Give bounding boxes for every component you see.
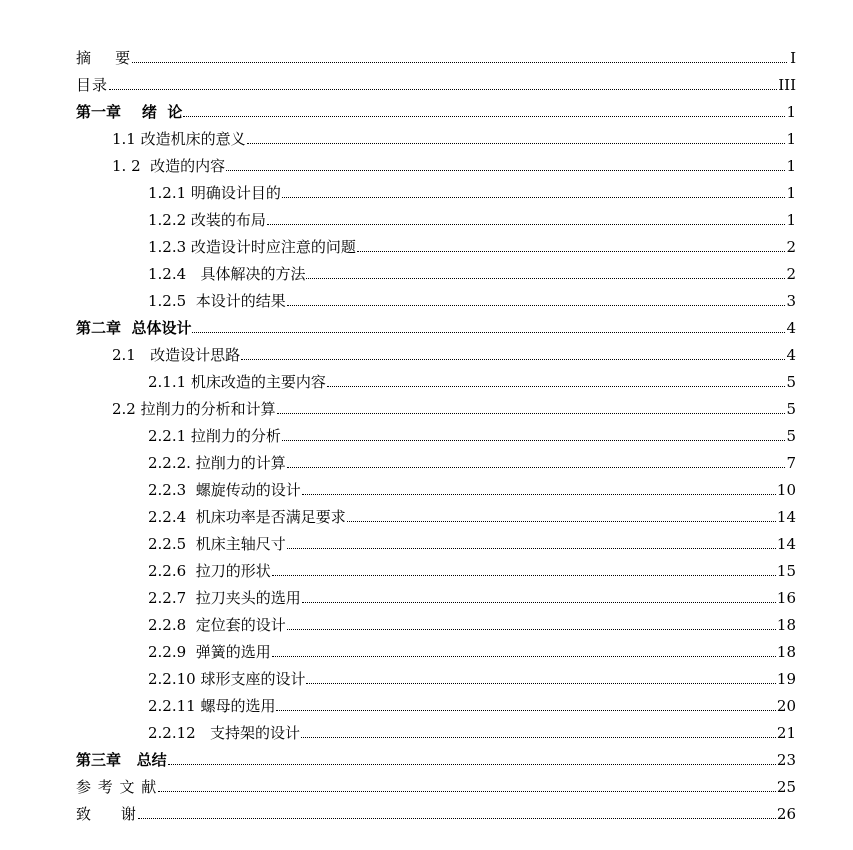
toc-entry-page: 10 — [776, 481, 796, 499]
toc-entry-page: 5 — [786, 373, 796, 391]
toc-entry-page: 1 — [786, 184, 796, 202]
dot-leader — [287, 629, 776, 630]
dot-leader — [272, 575, 776, 576]
toc-entry-page: 2 — [786, 265, 796, 283]
toc-entry[interactable] — [0, 287, 796, 314]
toc-entry-title: 2.2.5 机床主轴尺寸 — [148, 535, 286, 553]
dot-leader — [132, 62, 787, 63]
toc-entry-page: 20 — [776, 697, 796, 715]
dot-leader — [306, 278, 785, 279]
toc-entry[interactable] — [0, 44, 796, 71]
dot-leader — [267, 224, 786, 225]
dot-leader — [302, 494, 776, 495]
toc-entry-title: 2.2.11 螺母的选用 — [148, 697, 276, 715]
dot-leader — [158, 791, 776, 792]
toc-entry-title: 1.2.3 改造设计时应注意的问题 — [148, 238, 356, 256]
toc-entry[interactable] — [0, 260, 796, 287]
toc-entry-page: 14 — [776, 508, 796, 526]
toc-entry-page: III — [778, 76, 796, 94]
toc-entry[interactable] — [0, 773, 796, 800]
toc-entry-title: 2.2.4 机床功率是否满足要求 — [148, 508, 346, 526]
dot-leader — [287, 548, 776, 549]
toc-entry-page: I — [790, 49, 796, 67]
dot-leader — [241, 359, 785, 360]
toc-entry-title: 2.2.12 支持架的设计 — [148, 724, 301, 742]
toc-entry-page: 23 — [776, 751, 796, 769]
toc-entry-title: 1.1 改造机床的意义 — [112, 130, 246, 148]
toc-entry-page: 3 — [786, 292, 796, 310]
toc-entry[interactable] — [0, 476, 796, 503]
toc-entry[interactable] — [0, 800, 796, 827]
dot-leader — [192, 332, 785, 333]
toc-entry-title: 第二章 总体设计 — [76, 319, 192, 337]
toc-entry[interactable] — [0, 71, 796, 98]
dot-leader — [272, 656, 776, 657]
toc-entry[interactable] — [0, 665, 796, 692]
toc-entry-title: 2.2.8 定位套的设计 — [148, 616, 286, 634]
toc-entry-page: 1 — [786, 157, 796, 175]
table-of-contents — [0, 44, 853, 827]
toc-entry[interactable] — [0, 314, 796, 341]
toc-entry[interactable] — [0, 152, 796, 179]
toc-entry[interactable] — [0, 503, 796, 530]
toc-entry-title: 2.2.10 球形支座的设计 — [148, 670, 306, 688]
toc-entry-page: 1 — [786, 130, 796, 148]
toc-entry-page: 2 — [786, 238, 796, 256]
toc-entry-title: 1. 2 改造的内容 — [112, 157, 226, 175]
toc-entry-title: 2.1 改造设计思路 — [112, 346, 241, 364]
toc-entry[interactable] — [0, 179, 796, 206]
toc-entry-page: 21 — [776, 724, 796, 742]
toc-entry-page: 26 — [776, 805, 796, 823]
dot-leader — [302, 602, 776, 603]
dot-leader — [282, 197, 786, 198]
toc-entry[interactable] — [0, 746, 796, 773]
toc-entry-title: 2.2.3 螺旋传动的设计 — [148, 481, 301, 499]
toc-entry[interactable] — [0, 206, 796, 233]
toc-entry-title: 2.2.2. 拉削力的计算 — [148, 454, 286, 472]
dot-leader — [347, 521, 776, 522]
toc-entry-title: 摘 要 — [76, 49, 132, 67]
toc-entry-page: 14 — [776, 535, 796, 553]
toc-entry[interactable] — [0, 449, 796, 476]
dot-leader — [109, 89, 777, 90]
toc-entry[interactable] — [0, 368, 796, 395]
toc-entry[interactable] — [0, 530, 796, 557]
dot-leader — [138, 818, 776, 819]
dot-leader — [357, 251, 786, 252]
toc-entry[interactable] — [0, 611, 796, 638]
toc-entry[interactable] — [0, 341, 796, 368]
toc-entry-page: 18 — [776, 616, 796, 634]
toc-entry-page: 5 — [786, 427, 796, 445]
toc-entry-page: 1 — [786, 211, 796, 229]
dot-leader — [287, 305, 786, 306]
toc-entry-title: 致 谢 — [76, 805, 137, 823]
toc-entry-page: 15 — [776, 562, 796, 580]
toc-entry-page: 4 — [786, 346, 796, 364]
toc-entry-page: 16 — [776, 589, 796, 607]
toc-entry-page: 7 — [786, 454, 796, 472]
dot-leader — [287, 467, 786, 468]
toc-entry-title: 1.2.5 本设计的结果 — [148, 292, 286, 310]
toc-entry[interactable] — [0, 692, 796, 719]
toc-entry[interactable] — [0, 557, 796, 584]
dot-leader — [327, 386, 786, 387]
toc-entry-page: 19 — [776, 670, 796, 688]
toc-entry-page: 18 — [776, 643, 796, 661]
toc-entry-title: 2.1.1 机床改造的主要内容 — [148, 373, 326, 391]
dot-leader — [168, 764, 776, 765]
toc-entry[interactable] — [0, 233, 796, 260]
toc-entry-title: 参 考 文 献 — [76, 778, 158, 796]
toc-entry-title: 2.2.7 拉刀夹头的选用 — [148, 589, 301, 607]
toc-entry-title: 2.2.9 弹簧的选用 — [148, 643, 271, 661]
toc-entry-title: 1.2.1 明确设计目的 — [148, 184, 281, 202]
toc-entry-title: 2.2.1 拉削力的分析 — [148, 427, 281, 445]
toc-entry-title: 目录 — [76, 76, 109, 94]
dot-leader — [247, 143, 786, 144]
toc-entry-page: 5 — [786, 400, 796, 418]
toc-entry-title: 1.2.4 具体解决的方法 — [148, 265, 306, 283]
dot-leader — [301, 737, 776, 738]
dot-leader — [226, 170, 785, 171]
dot-leader — [282, 440, 786, 441]
toc-entry[interactable] — [0, 584, 796, 611]
toc-entry[interactable] — [0, 638, 796, 665]
toc-entry[interactable] — [0, 395, 796, 422]
dot-leader — [306, 683, 775, 684]
toc-entry-title: 2.2 拉削力的分析和计算 — [112, 400, 276, 418]
dot-leader — [276, 710, 775, 711]
toc-entry[interactable] — [0, 125, 796, 152]
toc-entry[interactable] — [0, 98, 796, 125]
toc-entry-page: 4 — [786, 319, 796, 337]
toc-entry-title: 第三章 总结 — [76, 751, 167, 769]
toc-entry-title: 2.2.6 拉刀的形状 — [148, 562, 271, 580]
dot-leader — [277, 413, 786, 414]
toc-entry-page: 25 — [776, 778, 796, 796]
toc-entry-page: 1 — [786, 103, 796, 121]
toc-entry-title: 第一章 绪 论 — [76, 103, 183, 121]
toc-entry[interactable] — [0, 719, 796, 746]
toc-entry-title: 1.2.2 改装的布局 — [148, 211, 266, 229]
toc-entry[interactable] — [0, 422, 796, 449]
dot-leader — [183, 116, 785, 117]
